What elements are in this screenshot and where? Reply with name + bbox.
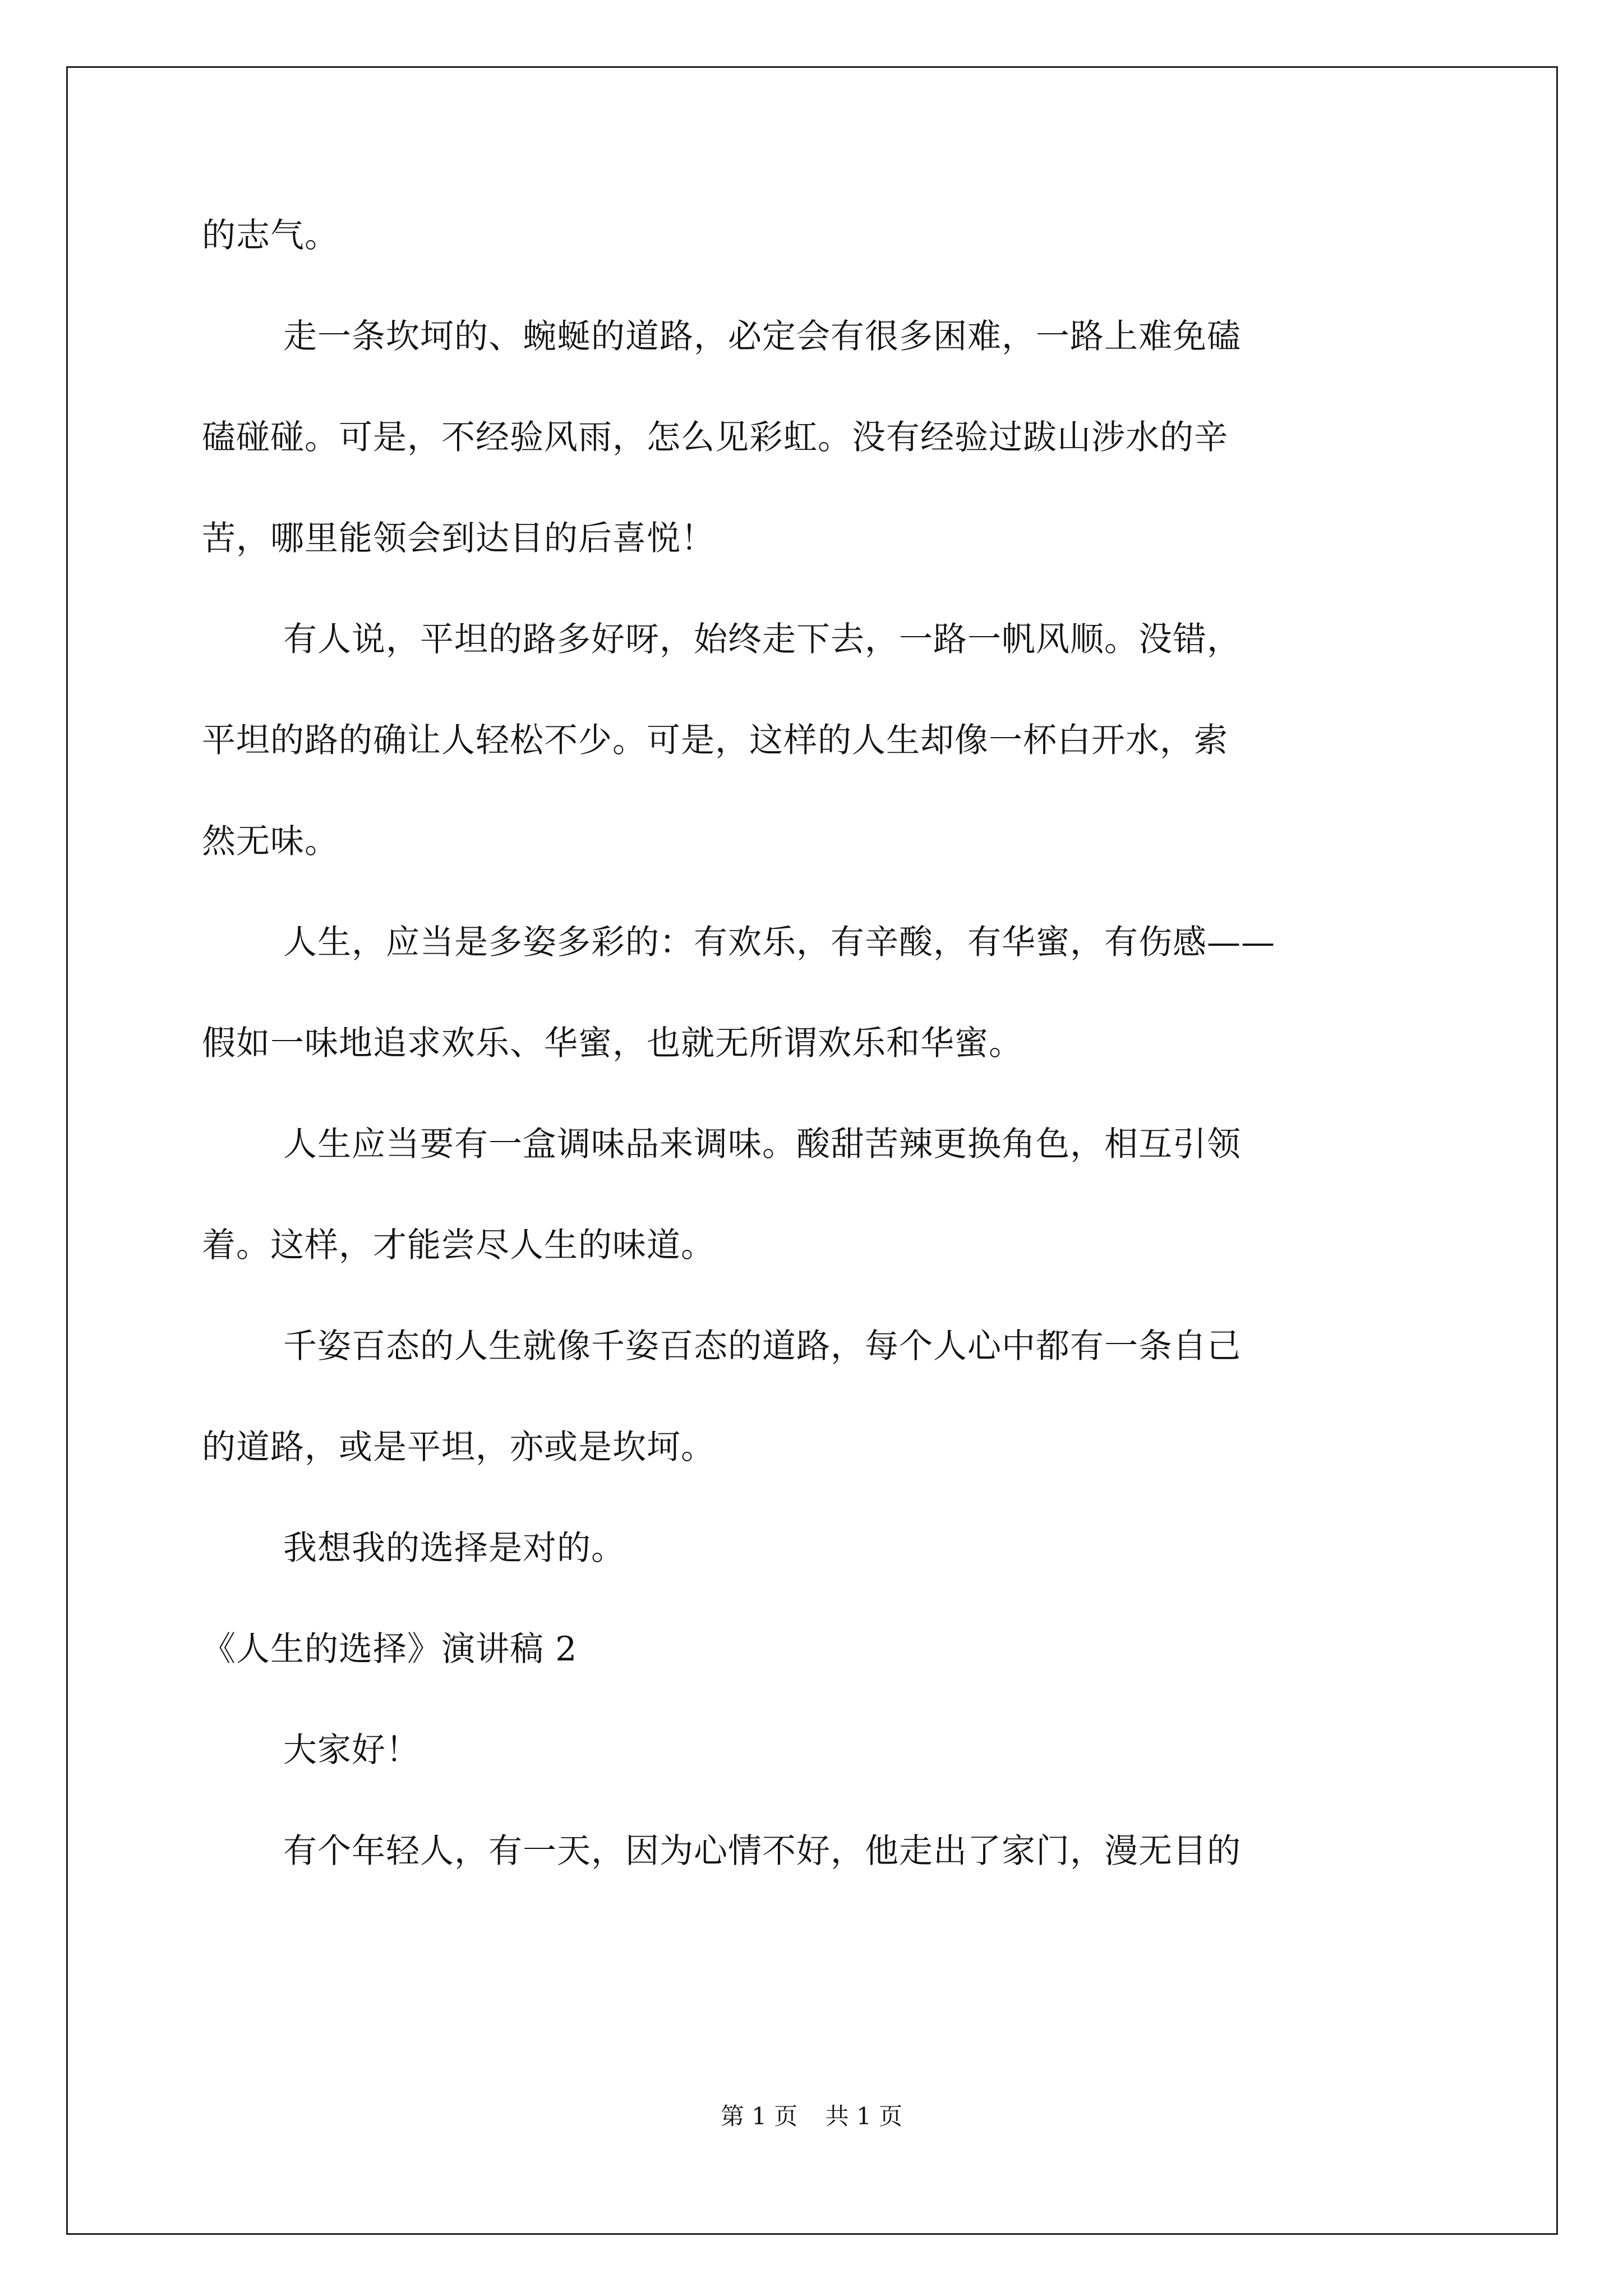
text-line: 人生，应当是多姿多彩的：有欢乐，有辛酸，有华蜜，有伤感—— [283,923,1275,962]
text-line: 人生应当要有一盒调味品来调味。酸甜苦辣更换角色，相互引领 [283,1125,1241,1164]
section-heading: 《人生的选择》演讲稿 2 [202,1630,578,1669]
text-line: 着。这样，才能尝尽人生的味道。 [202,1226,715,1265]
paragraph [202,185,1430,286]
text-line: 的志气。 [202,216,339,255]
paragraph [202,1498,1430,1599]
paragraph [202,1700,1430,1801]
text-line: 然无味。 [202,822,339,861]
text-line: 千姿百态的人生就像千姿百态的道路，每个人心中都有一条自己 [283,1327,1241,1366]
paragraph [202,1296,1430,1498]
text-line: 磕碰碰。可是，不经验风雨，怎么见彩虹。没有经验过跋山涉水的辛 [202,418,1228,457]
paragraph [202,1094,1430,1296]
page-number: 第 1 页 [720,2102,798,2130]
text-line: 我想我的选择是对的。 [283,1529,625,1568]
paragraph [202,892,1430,1094]
text-line: 的道路，或是平坦，亦或是坎坷。 [202,1428,715,1467]
text-line: 大家好！ [283,1731,420,1770]
text-line: 假如一味地追求欢乐、华蜜，也就无所谓欢乐和华蜜。 [202,1024,1023,1063]
paragraph [202,589,1430,892]
text-line: 苦，哪里能领会到达目的后喜悦！ [202,519,715,558]
paragraph [202,1801,1430,1902]
text-line: 有人说，平坦的路多好呀，始终走下去，一路一帆风顺。没错， [283,620,1241,659]
text-line: 有个年轻人，有一天，因为心情不好，他走出了家门，漫无目的 [283,1832,1241,1871]
document-body [202,185,1430,1902]
text-line: 平坦的路的确让人轻松不少。可是，这样的人生却像一杯白开水，索 [202,721,1228,760]
page-total: 共 1 页 [825,2102,903,2130]
text-line: 走一条坎坷的、蜿蜒的道路，必定会有很多困难，一路上难免磕 [283,317,1241,356]
page-footer [0,2098,1623,2132]
paragraph [202,286,1430,589]
